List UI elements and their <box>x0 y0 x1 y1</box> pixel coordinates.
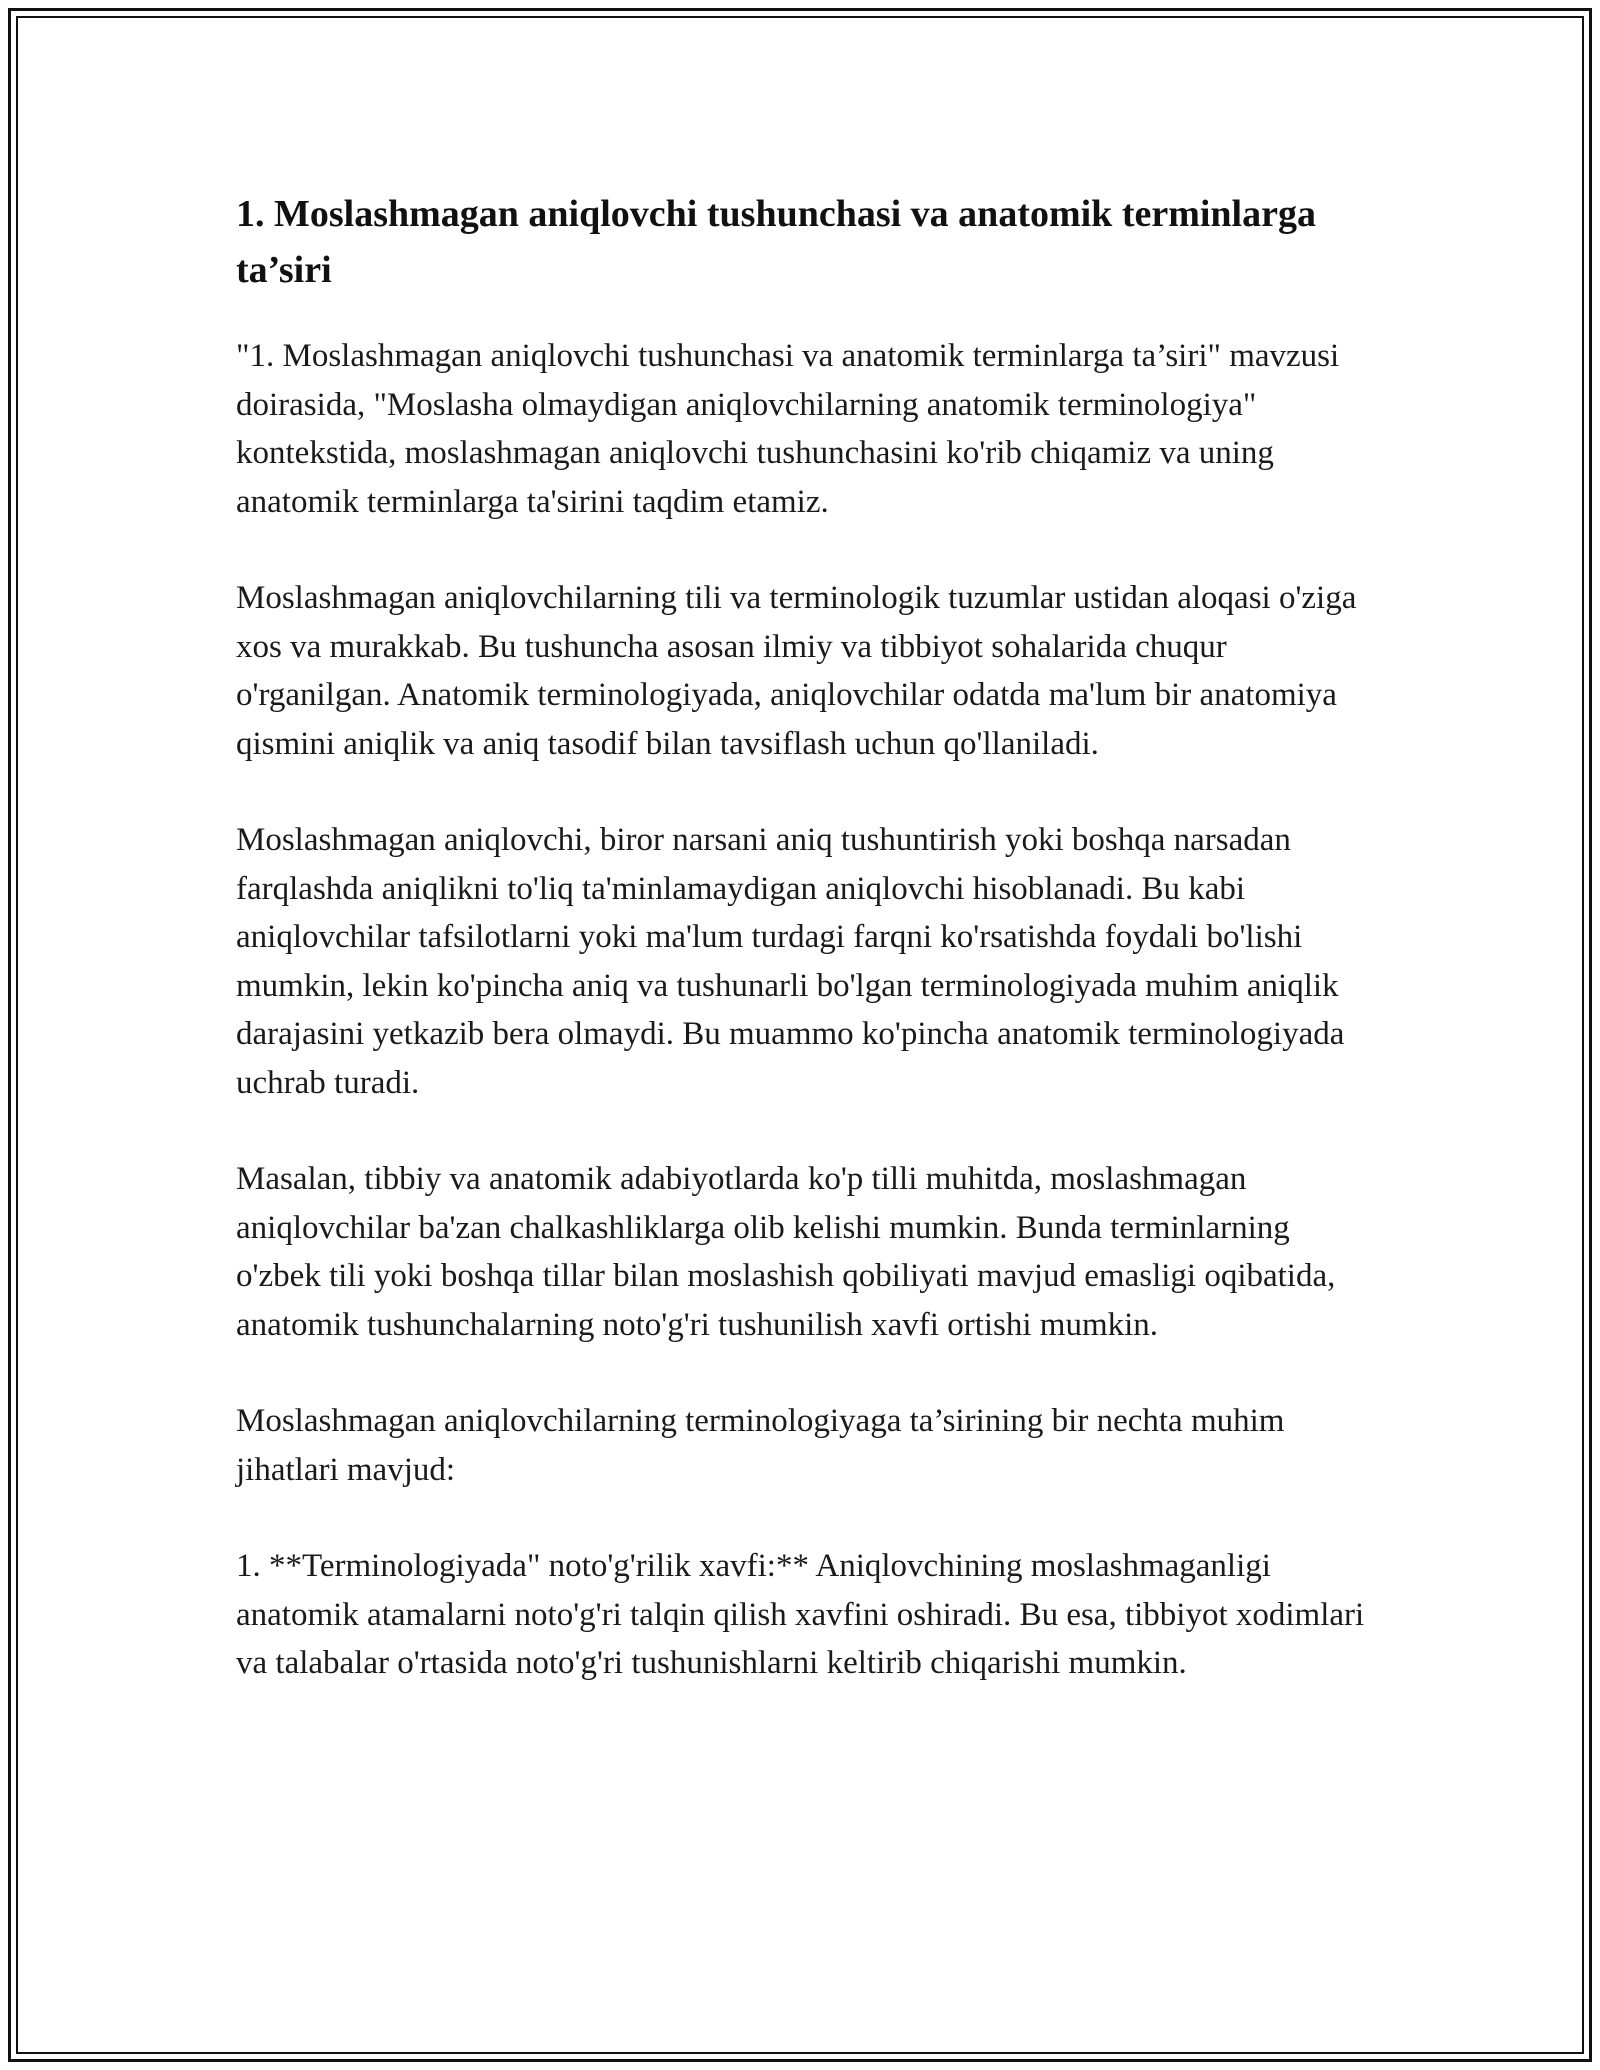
paragraph-1: "1. Moslashmagan aniqlovchi tushunchasi va anatomik terminlarga ta’siri" mavzusi doirasida, "Moslasha olmaydigan aniqlovchilarning anatomik terminologiya" kontekstida, moslashmagan aniqlovchi tushunchasini ko'rib chiqamiz va uning anatomik terminlarga ta'sirini taqdim etamiz. <box>236 338 1340 520</box>
paragraph-4: Masalan, tibbiy va anatomik adabiyotlarda ko'p tilli muhitda, moslashmagan aniqlovchilar ba'zan chalkashliklarga olib kelishi mumkin. Bunda terminlarning o'zbek tili yoki boshqa tillar bilan moslashish qobiliyati mavjud emasligi oqibatida, anatomik tushunchalarning noto'g'ri tushunilish xavfi ortishi mumkin. <box>236 1161 1336 1343</box>
document-body <box>236 186 1366 1736</box>
list-item-1: 1. **Terminologiyada" noto'g'rilik xavfi:** Aniqlovchining moslashmaganligi anatomik atamalarni noto'g'ri talqin qilish xavfini oshiradi. Bu esa, tibbiyot xodimlari va talabalar o'rtasida noto'g'ri tushunishlarni keltirib chiqarishi mumkin. <box>236 1548 1365 1681</box>
paragraph-3: Moslashmagan aniqlovchi, biror narsani aniq tushuntirish yoki boshqa narsadan farqlashda aniqlikni to'liq ta'minlamaydigan aniqlovchi hisoblanadi. Bu kabi aniqlovchilar tafsilotlarni yoki ma'lum turdagi farqni ko'rsatishda foydali bo'lishi mumkin, lekin ko'pincha aniq va tushunarli bo'lgan terminologiyada muhim aniqlik darajasini yetkazib bera olmaydi. Bu muammo ko'pincha anatomik terminologiyada uchrab turadi. <box>236 822 1345 1101</box>
paragraph-2: Moslashmagan aniqlovchilarning tili va terminologik tuzumlar ustidan aloqasi o'ziga xos va murakkab. Bu tushuncha asosan ilmiy va tibbiyot sohalarida chuqur o'rganilgan. Anatomik terminologiyada, aniqlovchilar odatda ma'lum bir anatomiya qismini aniqlik va aniq tasodif bilan tavsiflash uchun qo'llaniladi. <box>236 580 1357 762</box>
paragraph-5: Moslashmagan aniqlovchilarning terminologiyaga ta’sirining bir nechta muhim jihatlari mavjud: <box>236 1403 1285 1488</box>
section-heading: 1. Moslashmagan aniqlovchi tushunchasi va anatomik terminlarga ta’siri <box>236 193 1316 291</box>
